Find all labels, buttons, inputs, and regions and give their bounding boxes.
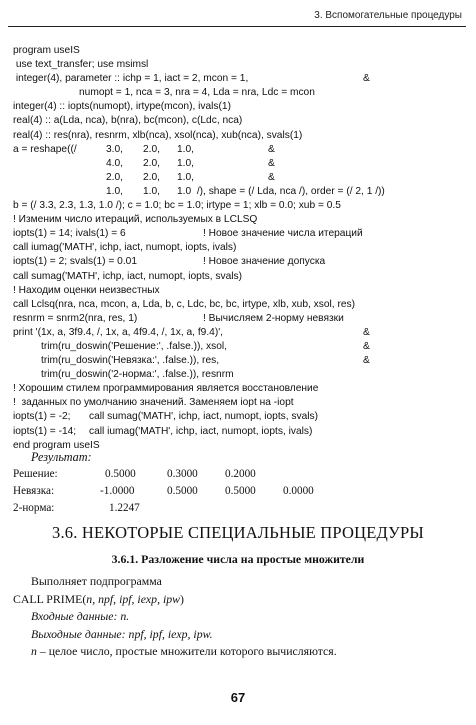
code-text: 1.0,	[106, 185, 123, 197]
code-comment: ! Вычисляем 2-норму невязки	[203, 312, 344, 324]
continuation-mark: &	[363, 355, 370, 367]
running-header: 3. Вспомогательные процедуры	[314, 10, 462, 21]
code-text: resnrm = snrm2(nra, res, 1)	[13, 312, 138, 324]
code-text: iopts(1) = 2; svals(1) = 0.01	[13, 256, 138, 268]
continuation-mark: &	[268, 143, 275, 155]
result-row-norm	[13, 502, 463, 519]
continuation-mark: &	[268, 171, 275, 183]
continuation-mark: &	[268, 157, 275, 169]
code-text: iopts(1) = -2;	[13, 411, 71, 423]
code-line	[13, 298, 463, 312]
code-line	[13, 312, 463, 326]
code-line	[13, 368, 463, 382]
code-line	[13, 58, 463, 72]
subsection-heading: 3.6.1. Разложение числа на простые множители	[111, 552, 365, 566]
code-line	[13, 143, 463, 157]
result-value: 0.3000	[167, 468, 198, 480]
call-prefix: CALL PRIME(	[13, 591, 87, 606]
code-text: trim(ru_doswin('2-норма:', .false.)), resnrm	[41, 369, 234, 381]
code-line	[13, 227, 463, 241]
results-title: Результат:	[31, 450, 92, 464]
param-name: n	[31, 644, 37, 658]
code-comment: ! Новое значение числа итераций	[203, 228, 363, 240]
code-line	[13, 354, 463, 368]
code-line	[13, 44, 463, 58]
code-text: 3.0,	[106, 143, 123, 155]
output-value: : npf, ipf, iexp, ipw.	[121, 626, 213, 641]
code-comment: ! Хорошим стилем программирования является восстановление	[13, 383, 319, 395]
param-desc: – целое число, простые множители которого вычисляются.	[36, 644, 337, 658]
code-line	[13, 171, 463, 185]
code-text: trim(ru_doswin('Решение:', .false.)), xsol,	[41, 340, 227, 352]
code-line	[13, 100, 463, 114]
code-text: program useIS	[13, 45, 80, 56]
code-text: call sumag('MATH', ichp, iact, numopt, iopts, svals)	[13, 270, 243, 282]
call-args: n, npf, ipf, iexp, ipw	[86, 591, 181, 606]
result-value: 0.5000	[167, 485, 198, 497]
code-line	[13, 72, 463, 86]
result-row-solution	[13, 468, 463, 485]
code-line	[13, 382, 463, 396]
code-text: iopts(1) = 14; ivals(1) = 6	[13, 228, 126, 240]
body-text	[13, 573, 463, 661]
result-label: 2-норма:	[13, 502, 55, 514]
code-text: call iumag('MATH', ichp, iact, numopt, iopts, ivals)	[13, 242, 237, 254]
call-signature	[13, 591, 463, 609]
code-text: real(4) :: a(Lda, nca), b(nra), bc(mcon), c(Ldc, nca)	[13, 115, 243, 127]
code-text: print '(1x, a, 3f9.4, /, 1x, a, 4f9.4, /, 1x, a, f9.4)',	[13, 326, 224, 338]
code-line	[13, 114, 463, 128]
code-line	[13, 255, 463, 269]
code-text: 1.0,	[177, 171, 194, 183]
result-value: 0.5000	[225, 485, 256, 497]
input-label: Входные данные	[31, 609, 114, 623]
code-text: call Lclsq(nra, nca, mcon, a, Lda, b, c, Ldc, bc, bc, irtype, xlb, xub, xsol, res)	[13, 298, 355, 310]
parameter-description	[13, 643, 463, 661]
code-text: call sumag('MATH', ichp, iact, numopt, iopts, svals)	[89, 411, 319, 423]
code-text: end program useIS	[13, 439, 100, 451]
code-text: b = (/ 3.3, 2.3, 1.3, 1.0 /); c = 1.0; bc = 1.0; irtype = 1; xlb = 0.0; xub = 0.5	[13, 200, 341, 212]
output-label: Выходные данные	[31, 626, 122, 641]
code-line	[13, 199, 463, 213]
code-line	[13, 326, 463, 340]
result-value: 0.2000	[225, 468, 256, 480]
code-line	[13, 157, 463, 171]
code-text: 4.0,	[106, 157, 123, 169]
continuation-mark: &	[363, 326, 370, 338]
body-sentence: Выполняет подпрограмма	[31, 574, 162, 588]
input-description	[13, 608, 463, 626]
result-value: 1.2247	[109, 502, 140, 514]
code-text: integer(4), parameter :: ichp = 1, iact = 2, mcon = 1,	[13, 73, 249, 85]
code-line	[13, 129, 463, 143]
code-listing	[13, 44, 463, 453]
code-comment: ! Находим оценки неизвестных	[13, 284, 160, 296]
code-line	[13, 340, 463, 354]
header-rule	[8, 26, 466, 27]
code-comment: ! заданных по умолчанию значений. Заменяем iopt на -iopt	[13, 397, 294, 409]
page-number: 67	[230, 690, 246, 705]
code-line	[13, 241, 463, 255]
body-line	[13, 573, 463, 591]
code-text: real(4) :: res(nra), resnrm, xlb(nca), xsol(nca), xub(nca), svals(1)	[13, 129, 303, 141]
code-comment: ! Новое значение допуска	[203, 256, 326, 268]
result-label: Невязка:	[13, 485, 55, 497]
result-value: 0.0000	[283, 485, 314, 497]
result-label: Решение:	[13, 468, 58, 480]
code-text: 1.0,	[177, 143, 194, 155]
input-value: : n.	[113, 609, 130, 623]
code-line	[13, 185, 463, 199]
code-line	[13, 425, 463, 439]
continuation-mark: &	[363, 73, 370, 85]
code-text: 1.0 /), shape = (/ Lda, nca /), order = (/ 2, 1 /))	[177, 185, 385, 197]
code-text: 2.0,	[143, 157, 160, 169]
output-description	[13, 626, 463, 644]
code-text: use text_transfer; use msimsl	[13, 59, 149, 71]
code-text: integer(4) :: iopts(numopt), irtype(mcon), ivals(1)	[13, 101, 231, 113]
call-suffix: )	[180, 591, 184, 606]
code-text: 2.0,	[106, 171, 123, 183]
code-line	[13, 284, 463, 298]
code-line	[13, 86, 463, 100]
result-value: -1.0000	[100, 485, 135, 497]
code-text: trim(ru_doswin('Невязка:', .false.)), res,	[41, 355, 220, 367]
code-text: 1.0,	[177, 157, 194, 169]
code-text: numopt = 1, nca = 3, nra = 4, Lda = nra, Ldc = mcon	[79, 87, 315, 99]
continuation-mark: &	[363, 340, 370, 352]
results-block	[13, 450, 463, 519]
code-text: iopts(1) = -14;	[13, 425, 77, 437]
code-line	[13, 213, 463, 227]
code-line	[13, 396, 463, 410]
code-line	[13, 410, 463, 424]
section-heading: 3.6. НЕКОТОРЫЕ СПЕЦИАЛЬНЫЕ ПРОЦЕДУРЫ	[52, 523, 424, 542]
result-row-residual	[13, 485, 463, 502]
code-text: 2.0,	[143, 171, 160, 183]
code-line	[13, 270, 463, 284]
result-value: 0.5000	[105, 468, 136, 480]
code-comment: ! Изменим число итераций, используемых в LCLSQ	[13, 214, 258, 226]
code-text: 2.0,	[143, 143, 160, 155]
code-text: call iumag('MATH', ichp, iact, numopt, iopts, ivals)	[89, 425, 313, 437]
code-text: 1.0,	[143, 185, 160, 197]
code-text: a = reshape((/	[13, 143, 77, 155]
